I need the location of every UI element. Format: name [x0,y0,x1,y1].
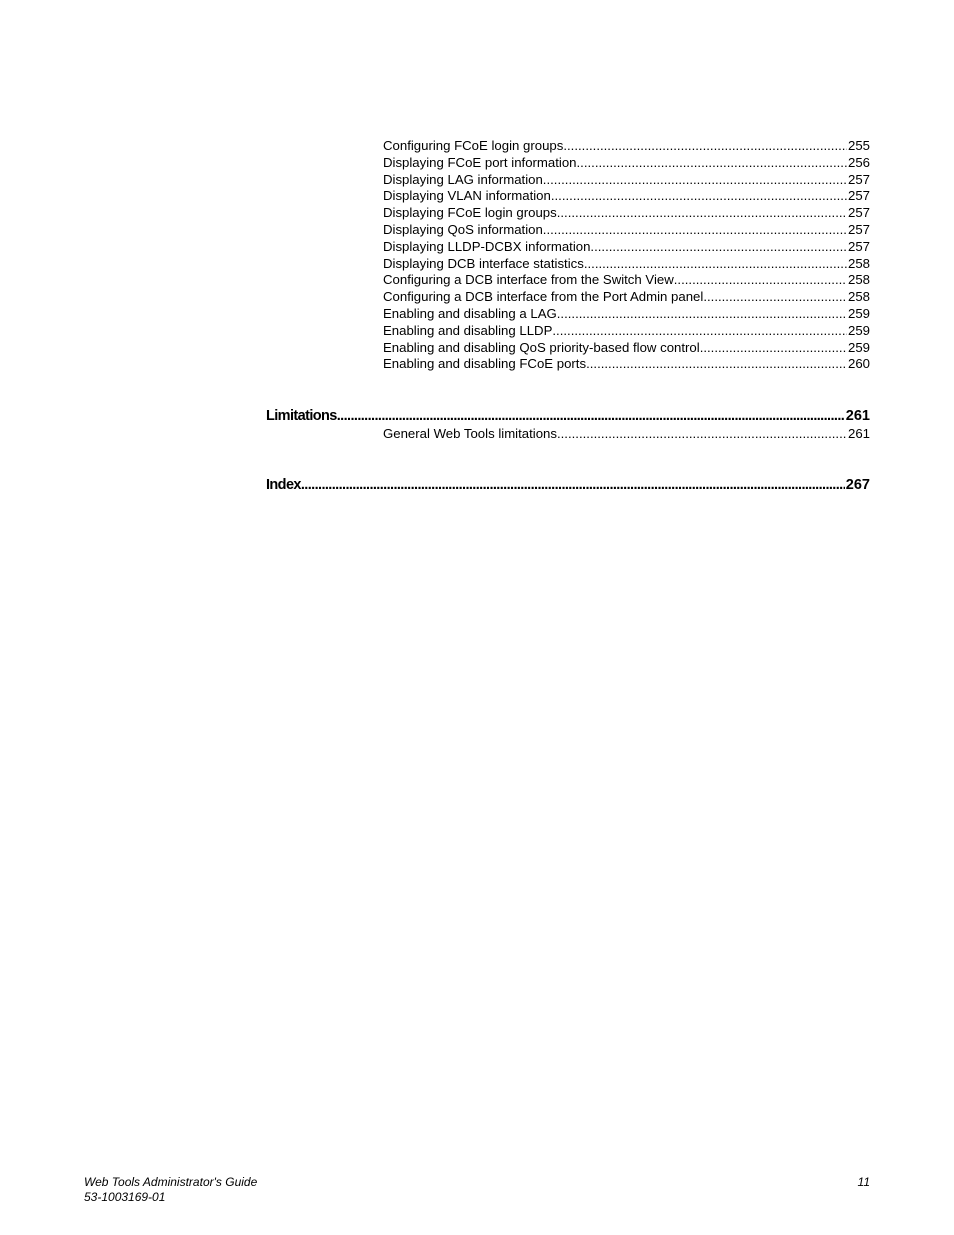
toc-entry-page: 261 [847,426,870,441]
toc-entry-title: Enabling and disabling LLDP [383,322,553,338]
chapter-page: 261 [845,408,870,424]
footer-doc-title: Web Tools Administrator's Guide [84,1175,258,1189]
dot-leader [584,256,847,273]
toc-entry-title: Configuring a DCB interface from the Port Admin panel [383,289,704,305]
toc-entry[interactable] [383,222,870,239]
chapter-page: 267 [845,477,870,493]
toc-entry-page: 258 [847,272,870,288]
toc-limitations-entries [383,426,870,443]
toc-entry-title: Displaying LAG information [383,171,543,187]
dot-leader [551,188,847,205]
dot-leader [590,239,847,256]
toc-entry-page: 257 [847,171,870,187]
toc-entry[interactable] [383,239,870,256]
toc-entry[interactable] [383,205,870,222]
toc-entry-page: 257 [847,205,870,221]
toc-entry-page: 258 [847,289,870,305]
toc-entry-page: 259 [847,305,870,321]
toc-entry[interactable] [383,188,870,205]
toc-entry[interactable] [383,138,870,155]
toc-entry-page: 256 [847,154,870,170]
toc-entry-page: 255 [847,138,870,153]
toc-entry-title: Enabling and disabling FCoE ports [383,356,587,372]
toc-entry[interactable] [383,172,870,189]
toc-entry-page: 259 [847,322,870,338]
toc-section-entries [383,138,870,373]
toc-entry[interactable] [383,426,870,443]
footer-doc-number: 53-1003169-01 [84,1190,166,1204]
dot-leader [337,406,845,426]
dot-leader [557,205,847,222]
toc-entry[interactable] [383,289,870,306]
toc-entry-title: Displaying FCoE port information [383,154,577,170]
dot-leader [703,289,847,306]
dot-leader [674,272,847,289]
chapter-title: Limitations [266,408,337,424]
toc-entry[interactable] [383,356,870,373]
toc-entry[interactable] [383,323,870,340]
toc-entry-page: 257 [847,221,870,237]
footer-page-number: 11 [857,1175,870,1189]
toc-entry-title: Displaying VLAN information [383,188,551,204]
toc-entry-page: 257 [847,188,870,204]
toc-entry-title: Enabling and disabling a LAG [383,305,557,321]
toc-entry[interactable] [383,155,870,172]
toc-entry[interactable] [383,340,870,357]
dot-leader [557,426,847,443]
toc-entry-title: Configuring a DCB interface from the Switch View [383,272,674,288]
toc-entry[interactable] [383,272,870,289]
toc-entry-page: 260 [847,356,870,372]
chapter-title: Index [266,477,301,493]
toc-entry-title: Displaying LLDP-DCBX information [383,238,591,254]
dot-leader [586,356,847,373]
toc-entry[interactable] [383,256,870,273]
toc-entry-title: Displaying FCoE login groups [383,205,557,221]
dot-leader [577,155,847,172]
toc-entry-title: Displaying DCB interface statistics [383,255,584,271]
toc-entry-title: Displaying QoS information [383,221,543,237]
dot-leader [557,306,847,323]
toc-entry-title: Enabling and disabling QoS priority-based flow control [383,339,700,355]
toc-entry-title: General Web Tools limitations [383,426,557,441]
toc-chapter-limitations[interactable] [266,406,870,426]
dot-leader [543,172,847,189]
toc-entry[interactable] [383,306,870,323]
dot-leader [301,475,845,495]
toc-entry-page: 258 [847,255,870,271]
toc-chapter-index[interactable] [266,475,870,495]
toc-entry-title: Configuring FCoE login groups [383,138,564,153]
toc-entry-page: 257 [847,238,870,254]
dot-leader [563,138,847,155]
dot-leader [552,323,847,340]
dot-leader [543,222,847,239]
dot-leader [700,340,847,357]
toc-entry-page: 259 [847,339,870,355]
page-footer [84,1175,870,1205]
